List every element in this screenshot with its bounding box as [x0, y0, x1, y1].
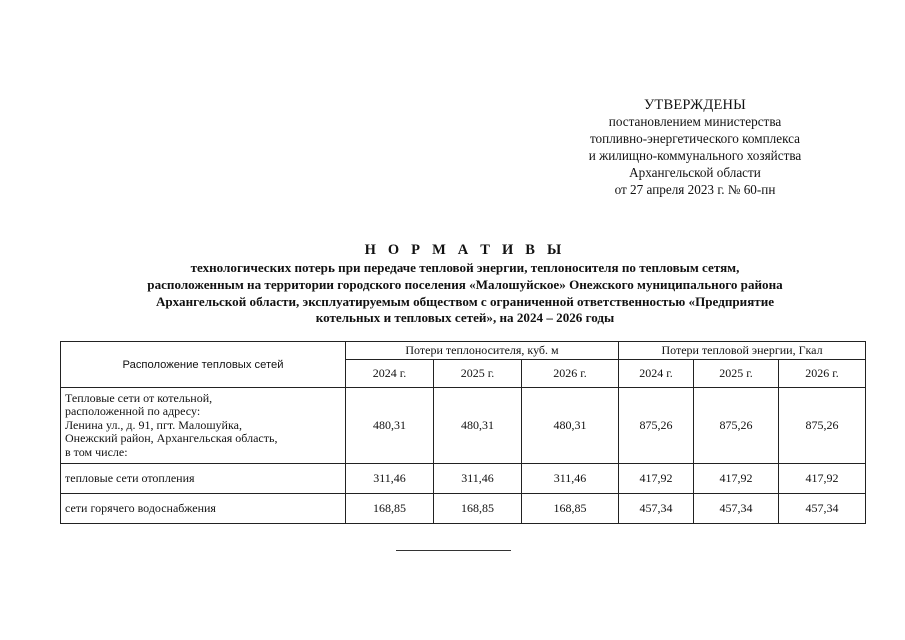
title-line: Архангельской области, эксплуатируемым обществом с ограниченной ответственностью «Предприятие: [155, 293, 775, 309]
value-cell: 480,31: [346, 388, 434, 464]
value-cell: 480,31: [522, 388, 619, 464]
table-header-row: [61, 342, 866, 360]
value-cell: 417,92: [779, 464, 866, 494]
year-header: 2025 г.: [434, 360, 522, 388]
value-cell: 457,34: [779, 494, 866, 524]
value-cell: 168,85: [346, 494, 434, 524]
value-cell: 875,26: [779, 388, 866, 464]
approval-line: топливно-энергетического комплекса: [589, 130, 801, 146]
approval-stamp: [560, 97, 830, 198]
value-cell: 311,46: [434, 464, 522, 494]
value-cell: 311,46: [522, 464, 619, 494]
value-cell: 168,85: [434, 494, 522, 524]
value-cell: 311,46: [346, 464, 434, 494]
title-main: Н О Р М А Т И В Ы: [364, 242, 566, 258]
norms-table: [60, 341, 866, 524]
approval-heading: УТВЕРЖДЕНЫ: [643, 97, 747, 113]
year-header: 2026 г.: [779, 360, 866, 388]
heat-loss-header: Потери тепловой энергии, Гкал: [619, 342, 866, 360]
value-cell: 875,26: [694, 388, 779, 464]
value-cell: 417,92: [694, 464, 779, 494]
year-header: 2024 г.: [346, 360, 434, 388]
location-line: Ленина ул., д. 91, пгт. Малошуйка,: [65, 417, 242, 432]
table-row: [61, 388, 866, 464]
document-title: [80, 241, 850, 327]
approval-line: Архангельской области: [629, 164, 761, 180]
location-line: Онежский район, Архангельская область,: [65, 431, 278, 446]
location-cell: [61, 388, 346, 464]
table-row: [61, 464, 866, 494]
location-line: Тепловые сети от котельной,: [65, 390, 213, 405]
value-cell: 457,34: [619, 494, 694, 524]
separator-line: [396, 550, 511, 551]
approval-line: и жилищно-коммунального хозяйства: [588, 147, 802, 163]
title-line: технологических потерь при передаче тепловой энергии, теплоносителя по тепловым сетям,: [190, 260, 740, 275]
value-cell: 875,26: [619, 388, 694, 464]
value-cell: 480,31: [434, 388, 522, 464]
value-cell: 457,34: [694, 494, 779, 524]
location-line: расположенной по адресу:: [65, 404, 201, 419]
table-row: [61, 494, 866, 524]
location-header: Расположение тепловых сетей: [61, 342, 346, 388]
title-line: котельных и тепловых сетей», на 2024 – 2026 годы: [315, 310, 615, 326]
year-header: 2026 г.: [522, 360, 619, 388]
approval-line: от 27 апреля 2023 г. № 60-пн: [614, 181, 776, 197]
approval-line: постановлением министерства: [608, 113, 782, 129]
coolant-loss-header: Потери теплоносителя, куб. м: [346, 342, 619, 360]
year-header: 2025 г.: [694, 360, 779, 388]
location-cell: тепловые сети отопления: [61, 464, 346, 494]
location-cell: сети горячего водоснабжения: [61, 494, 346, 524]
value-cell: 168,85: [522, 494, 619, 524]
location-line: в том числе:: [65, 444, 128, 459]
year-header: 2024 г.: [619, 360, 694, 388]
value-cell: 417,92: [619, 464, 694, 494]
title-line: расположенным на территории городского поселения «Малошуйское» Онежского муниципального района: [147, 276, 783, 292]
